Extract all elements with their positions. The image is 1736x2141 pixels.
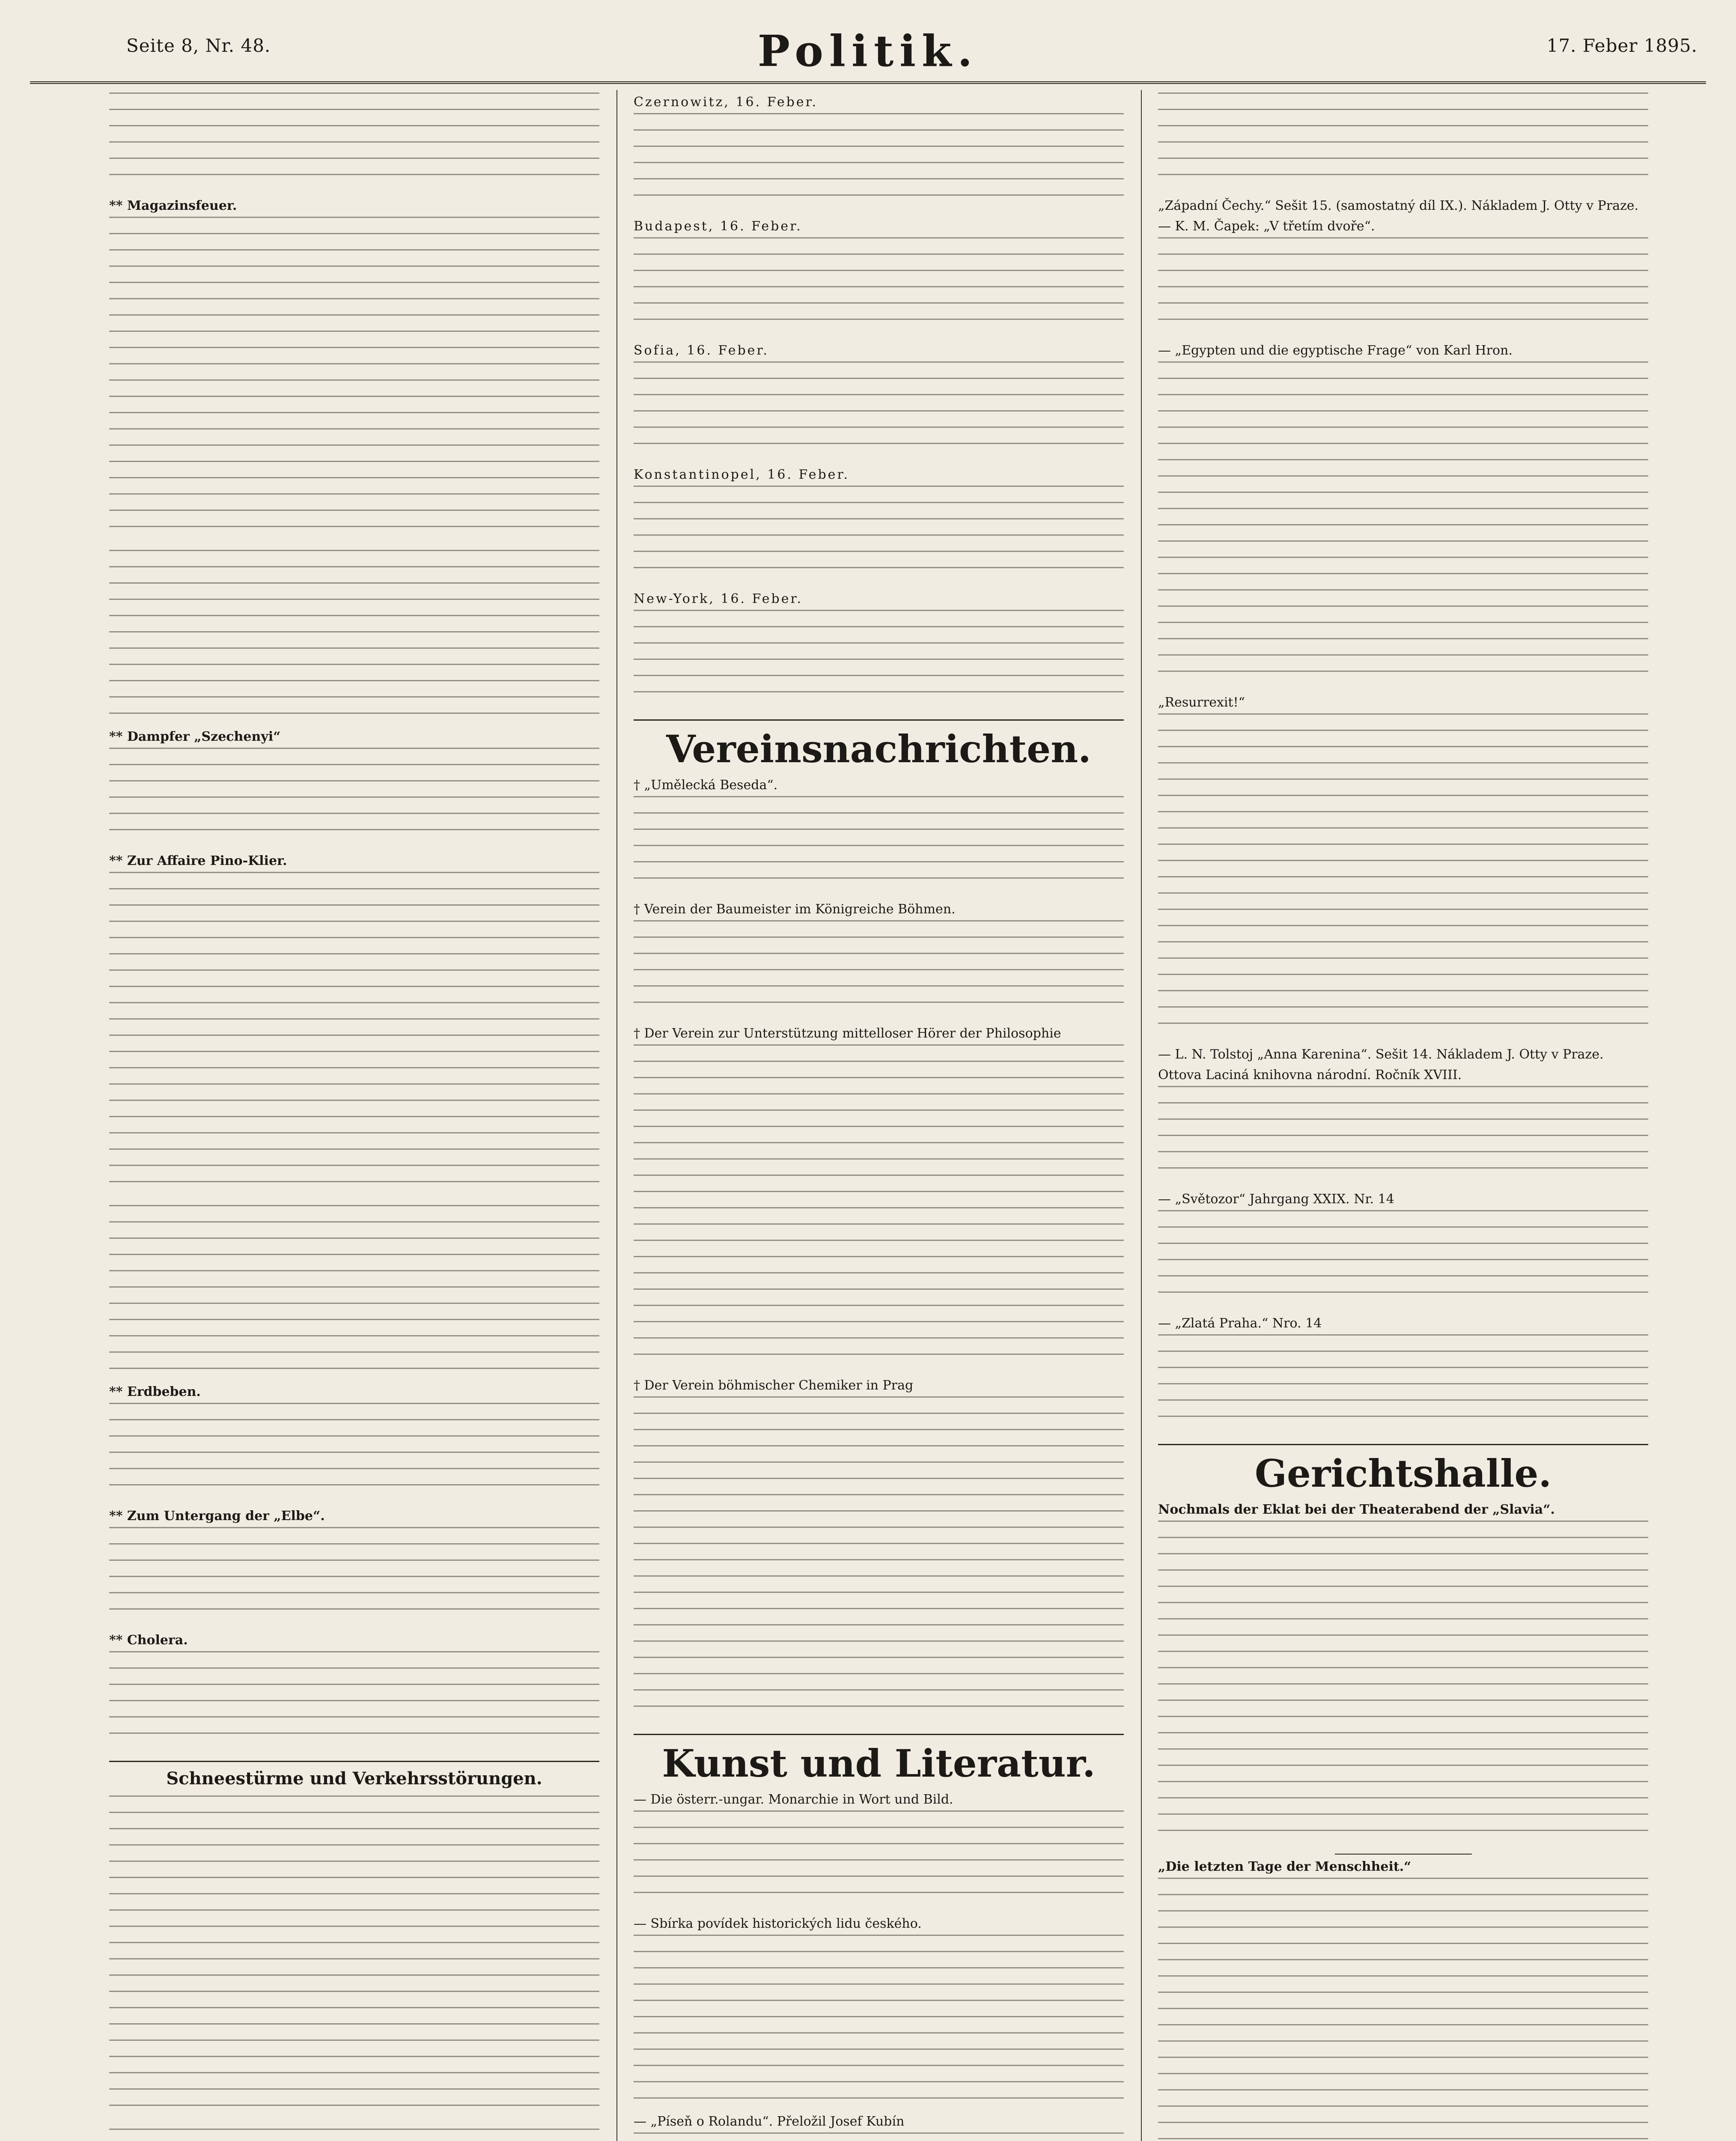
club-item-chemiker: † Der Verein böhmischer Chemiker in Prag [634, 1378, 914, 1393]
article-heading-cholera: ** Cholera. [109, 1633, 188, 1648]
section-heading-kunst-literatur: Kunst und Literatur. [634, 1734, 1124, 1786]
text-block [634, 1396, 1124, 1722]
section-heading-gerichtshalle: Gerichtshalle. [1158, 1444, 1648, 1496]
dispatch-konstantinopel: Konstantinopel, 16. Feber. [634, 467, 850, 482]
text-block [109, 1403, 599, 1500]
text-block [1158, 713, 1648, 1039]
text-block [1158, 1878, 1648, 2141]
columns [109, 90, 1661, 2141]
text-block [109, 1527, 599, 1625]
article-heading-dampfer: ** Dampfer „Szechenyi“ [109, 729, 281, 744]
text-block [634, 920, 1124, 1018]
text-block [109, 1651, 599, 1749]
text-block [634, 237, 1124, 335]
article-heading-elbe: ** Zum Untergang der „Elbe“. [109, 1509, 325, 1524]
text-block [634, 1810, 1124, 1908]
article-heading-magazinsfeuer: ** Magazinsfeuer. [109, 198, 237, 213]
text-block [634, 1044, 1124, 1370]
court-item-slavia: Nochmals der Eklat bei der Theaterabend der „Slavia“. [1158, 1502, 1555, 1517]
dispatch-czernowitz: Czernowitz, 16. Feber. [634, 95, 818, 110]
text-block [109, 748, 599, 845]
text-block [109, 1795, 599, 2121]
literature-item-sbirka: — Sbírka povídek historických lidu českého. [634, 1916, 922, 1931]
literature-item-egypten: — „Egypten und die egyptische Frage“ von Karl Hron. [1158, 343, 1513, 358]
literature-item-zapadni-cechy: „Západní Čechy.“ Sešit 15. (samostatný díl IX.). Nákladem J. Otty v Praze. [1158, 198, 1639, 213]
divider [1335, 1854, 1472, 1855]
literature-item-monarchie: — Die österr.-ungar. Monarchie in Wort und Bild. [634, 1792, 953, 1807]
text-block [1158, 92, 1648, 190]
literature-item-pisen-o-rolandu: — „Píseň o Rolandu“. Přeložil Josef Kubín [634, 2114, 905, 2129]
text-block [1158, 1334, 1648, 1432]
section-heading-vereinsnachrichten: Vereinsnachrichten. [634, 719, 1124, 771]
literature-item-ottova-lacina: Ottova Laciná knihovna národní. Ročník XVIII. [1158, 1068, 1462, 1082]
literature-item-svetozor: — „Světozor“ Jahrgang XXIX. Nr. 14 [1158, 1192, 1394, 1207]
dispatch-sofia: Sofia, 16. Feber. [634, 343, 769, 358]
column-rule [616, 90, 617, 2141]
masthead [30, 26, 1706, 84]
text-block [634, 113, 1124, 211]
text-block [634, 796, 1124, 894]
dispatch-budapest: Budapest, 16. Feber. [634, 219, 802, 234]
text-block [109, 92, 599, 190]
text-block [634, 486, 1124, 583]
article-heading-pino-klier: ** Zur Affaire Pino-Klier. [109, 853, 287, 868]
club-item-umelecka-beseda: † „Umělecká Beseda“. [634, 778, 778, 793]
court-item-letzten-tage: „Die letzten Tage der Menschheit.“ [1158, 1859, 1411, 1874]
literature-item-resurrexit: „Resurrexit!“ [1158, 695, 1245, 710]
text-block [634, 1935, 1124, 2106]
text-block [1158, 361, 1648, 687]
text-block [109, 872, 599, 1197]
column-1 [109, 90, 599, 2141]
text-block [634, 610, 1124, 707]
column-rule [1141, 90, 1142, 2141]
text-block [1158, 237, 1648, 335]
text-block [1158, 1086, 1648, 1184]
section-title: Politik. [757, 26, 979, 76]
literature-item-capek: — K. M. Čapek: „V třetím dvoře“. [1158, 219, 1375, 234]
page-reference: Seite 8, Nr. 48. [126, 35, 271, 56]
text-block [109, 1205, 599, 1376]
column-3 [1158, 90, 1648, 2141]
section-heading-schneestuerme: Schneestürme und Verkehrsstörungen. [109, 1761, 599, 1789]
text-block [1158, 1521, 1648, 1846]
text-block [634, 2132, 1124, 2141]
club-item-baumeister: † Verein der Baumeister im Königreiche Böhmen. [634, 902, 956, 917]
article-heading-erdbeben: ** Erdbeben. [109, 1384, 201, 1399]
text-block [109, 217, 599, 542]
literature-item-zlata-praha: — „Zlatá Praha.“ Nro. 14 [1158, 1316, 1322, 1331]
literature-item-tolstoj: — L. N. Tolstoj „Anna Karenina“. Sešit 14. Nákladem J. Otty v Praze. [1158, 1047, 1604, 1062]
text-block [634, 361, 1124, 459]
text-block [1158, 1210, 1648, 1308]
issue-date: 17. Feber 1895. [1546, 35, 1697, 56]
text-block [109, 2129, 599, 2141]
dispatch-new-york: New-York, 16. Feber. [634, 591, 803, 606]
column-2 [634, 90, 1124, 2141]
text-block [109, 550, 599, 721]
club-item-philosophie: † Der Verein zur Unterstützung mittelloser Hörer der Philosophie [634, 1026, 1061, 1041]
